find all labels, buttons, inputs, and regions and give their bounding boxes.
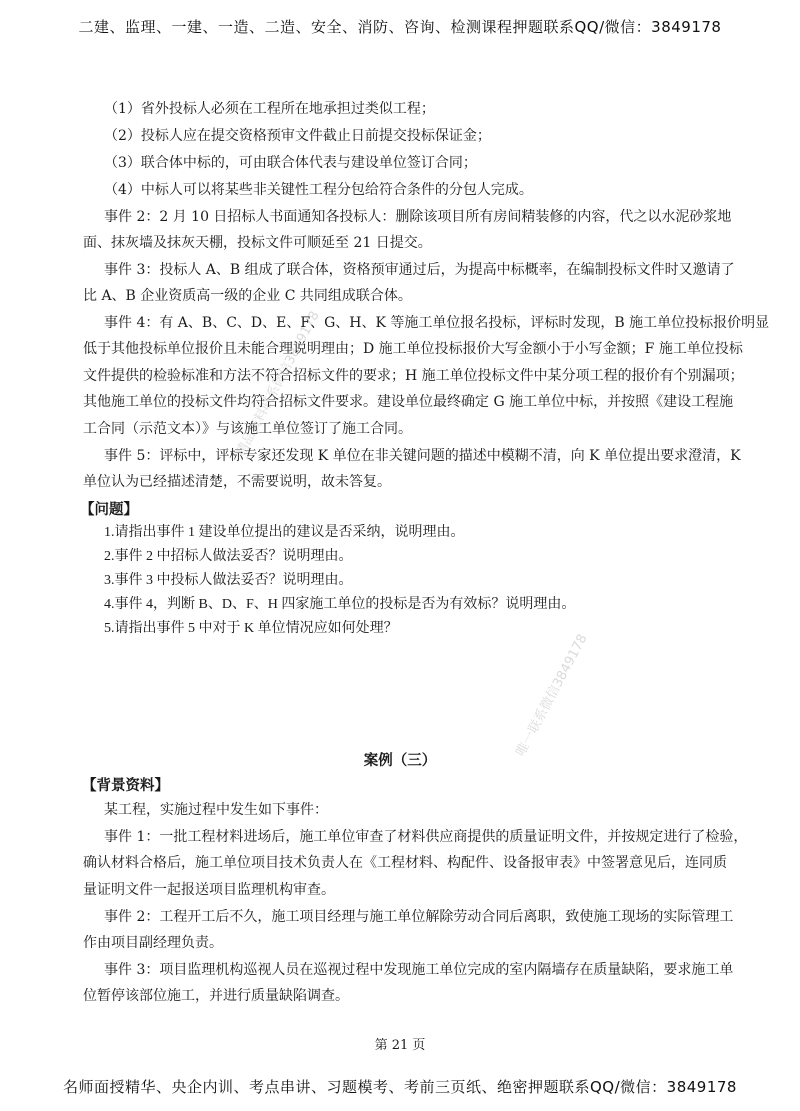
question-item: 3.事件 3 中投标人做法妥否？说明理由。 [104,573,353,588]
case-title: 案例（三） [363,753,437,769]
event-paragraph-line: 量证明文件一起报送项目监理机构审查。 [83,882,335,898]
event-paragraph-line: 其他施工单位的投标文件均符合招标文件要求。建设单位最终确定 G 施工单位中标，并按照《建设工程施 [83,394,734,410]
event-paragraph-line: 比 A、B 企业资质高一级的企业 C 共同组成联合体。 [83,288,412,304]
footer-banner: 名师面授精华、央企内训、考点串讲、习题模考、考前三页纸、绝密押题联系QQ/微信：3849178 [63,1078,737,1096]
event-paragraph-line: 作由项目副经理负责。 [83,935,223,951]
event-paragraph-line: 低于其他投标单位报价且未能合理说明理由；D 施工单位投标报价大写金额小于小写金额；F 施工单位投标 [83,341,743,357]
background-heading: 【背景资料】 [82,778,169,794]
event-paragraph-line: 确认材料合格后，施工单位项目技术负责人在《工程材料、构配件、设备报审表》中签署意见后，连同质 [83,855,727,871]
watermark: 唯一联系微信3849178 [513,631,591,759]
event-paragraph-line: 事件 4：有 A、B、C、D、E、F、G、H、K 等施工单位报名投标，评标时发现，B 施工单位投标报价明显 [104,315,770,331]
suggestion-item: （4）中标人可以将某些非关键性工程分包给符合条件的分包人完成。 [104,182,533,198]
intro-text: 某工程，实施过程中发生如下事件： [104,802,328,818]
header-banner: 二建、监理、一建、一造、二造、安全、消防、咨询、检测课程押题联系QQ/微信：3849178 [78,18,722,36]
event-paragraph-line: 事件 3：项目监理机构巡视人员在巡视过程中发现施工单位完成的室内隔墙存在质量缺陷，要求施工单 [104,962,734,978]
page-number: 第 21 页 [374,1038,426,1053]
watermark: 精品资料联系微信3849178 [233,308,323,459]
question-item: 5.请指出事件 5 中对于 K 单位情况应如何处理？ [104,621,398,636]
event-paragraph-line: 事件 2：2 月 10 日招标人书面通知各投标人：删除该项目所有房间精装修的内容，代之以水泥砂浆地 [104,209,732,225]
event-paragraph-line: 事件 3：投标人 A、B 组成了联合体，资格预审通过后，为提高中标概率，在编制投标文件时又邀请了 [104,262,735,278]
event-paragraph-line: 事件 1：一批工程材料进场后，施工单位审查了材料供应商提供的质量证明文件，并按规定进行了检验， [104,829,748,845]
suggestion-item: （2）投标人应在提交资格预审文件截止日前提交投标保证金； [104,128,491,144]
event-paragraph-line: 单位认为已经描述清楚，不需要说明，故未答复。 [83,474,391,490]
event-paragraph-line: 事件 2：工程开工后不久，施工项目经理与施工单位解除劳动合同后离职，致使施工现场的实际管理工 [104,909,734,925]
event-paragraph-line: 文件提供的检验标准和方法不符合招标文件的要求；H 施工单位投标文件中某分项工程的报价有个别漏项； [83,368,744,384]
event-paragraph-line: 事件 5：评标中，评标专家还发现 K 单位在非关键问题的描述中模糊不清，向 K 单位提出要求澄清，K [104,448,741,464]
event-paragraph-line: 面、抹灰墙及抹灰天棚，投标文件可顺延至 21 日提交。 [83,235,432,251]
question-item: 2.事件 2 中招标人做法妥否？说明理由。 [104,549,353,564]
question-item: 4.事件 4，判断 B、D、F、H 四家施工单位的投标是否为有效标？说明理由。 [104,597,576,612]
questions-heading: 【问题】 [80,502,138,518]
suggestion-item: （3）联合体中标的，可由联合体代表与建设单位签订合同； [104,155,477,171]
event-paragraph-line: 位暂停该部位施工，并进行质量缺陷调查。 [83,988,349,1004]
suggestion-item: （1）省外投标人必须在工程所在地承担过类似工程； [104,101,435,117]
question-item: 1.请指出事件 1 建设单位提出的建议是否采纳，说明理由。 [104,525,465,540]
event-paragraph-line: 工合同（示范文本）》与该施工单位签订了施工合同。 [83,421,412,437]
